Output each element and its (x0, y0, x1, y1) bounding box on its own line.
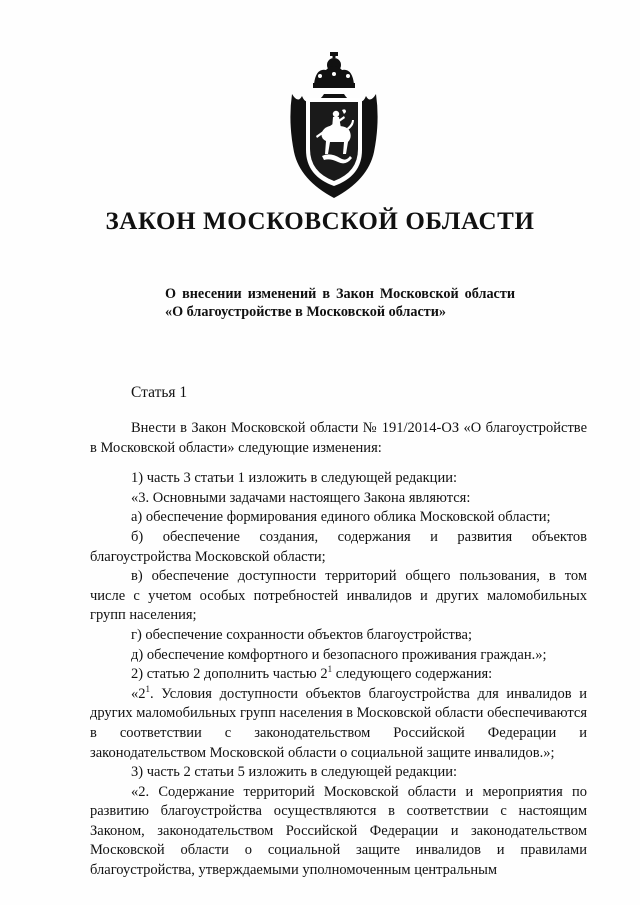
body-paragraph: «3. Основными задачами настоящего Закона являются: (131, 489, 471, 506)
body-paragraph: в) обеспечение доступности территорий общего пользования, в том числе с учетом особых потребностей инвалидов и других маломобильных групп населения; (90, 568, 587, 624)
body-paragraph: Внести в Закон Московской области № 191/2014-ОЗ «О благоустройстве в Московской области» следующие изменения: (90, 420, 587, 456)
body-paragraph: б) обеспечение создания, содержания и развития объектов благоустройства Московской области; (90, 528, 587, 565)
body-paragraph: 3) часть 2 статьи 5 изложить в следующей редакции: (131, 764, 457, 781)
body-paragraph: 1) часть 3 статьи 1 изложить в следующей редакции: (131, 470, 457, 487)
body-paragraph: д) обеспечение комфортного и безопасного проживания граждан.»; (131, 646, 547, 663)
body-paragraph: «2. Содержание территорий Московской области и мероприятия по развитию благоустройства осуществляются в соответствии с настоящим Законом, законодательством Российской Федерации и законодательством Московской области о социальной защите инвалидов и правилами благоустройства, утверждаемыми уполномоченным центральным (90, 783, 587, 879)
body-paragraph: г) обеспечение сохранности объектов благоустройства; (131, 626, 473, 643)
document-title: ЗАКОН МОСКОВСКОЙ ОБЛАСТИ (105, 208, 535, 235)
article-heading: Статья 1 (131, 384, 188, 401)
document-subject: О внесении изменений в Закон Московской области «О благоустройстве в Московской области» (165, 286, 515, 320)
body-paragraph: 2) статью 2 дополнить частью $2^1$ следующего содержания: (131, 664, 493, 683)
body-paragraph: а) обеспечение формирования единого облика Московской области; (131, 509, 551, 526)
body-paragraph: «$2^1$. Условия доступности объектов благоустройства для инвалидов и других маломобильных групп населения в Московской области обеспечиваются в соответствии с законодательством Российской Федерации и законодательством Московской области о социальной защите инвалидов.»; (90, 683, 587, 761)
moscow-oblast-coat-of-arms-icon (286, 52, 382, 202)
crown-icon (313, 52, 355, 88)
article-body (90, 419, 587, 881)
